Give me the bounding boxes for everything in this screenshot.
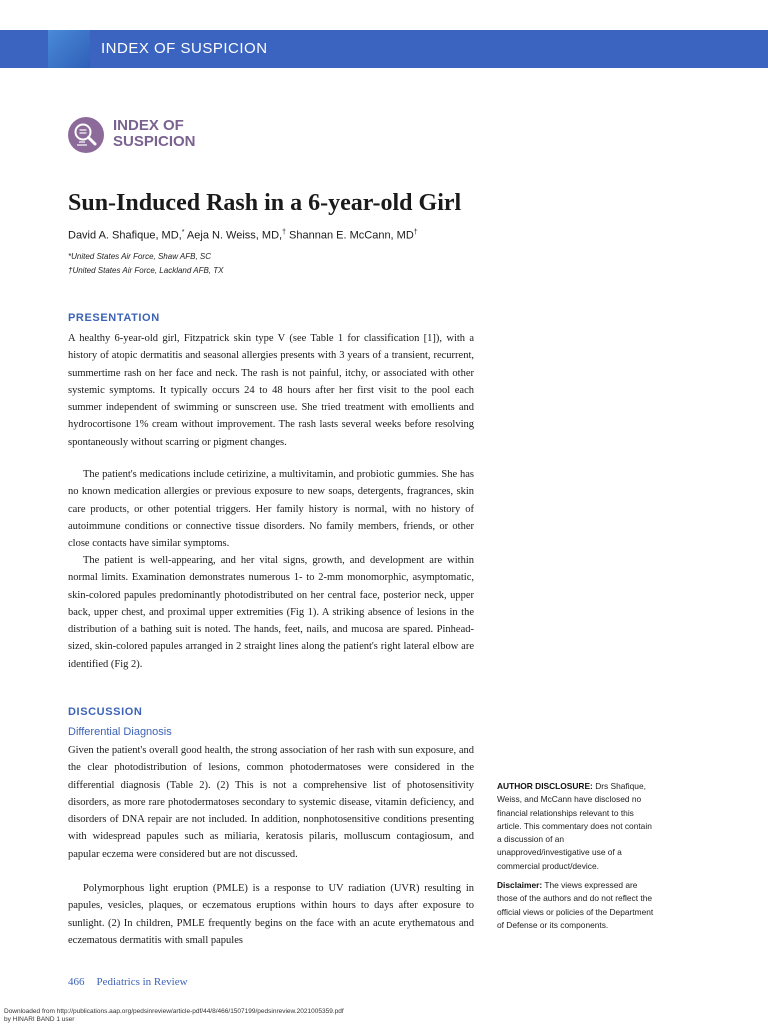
body-paragraph: A healthy 6-year-old girl, Fitzpatrick skin type V (see Table 1 for classification [1]), with a history of atopic dermatitis and seasonal allergies presents with 3 years of a transient, recurrent, summertime rash on her face and neck. The rash is not painful, itchy, or associated with other systemic symptoms. It typically occurs 24 to 48 hours after her first visit to the pool each summer independent of swimming or sunscreen use. She tried treatment with emollients and hydrocortisone 1% cream without improvement. The rash lasts several weeks before resolving spontaneously without scarring or pigment changes. bbox=[68, 333, 474, 448]
magnifier-icon bbox=[68, 117, 104, 153]
disclosure-text: Drs Shafique, Weiss, and McCann have disclosed no financial relationships relevant to this article. This commentary does not contain a discussion of an unapproved/investigative use of a commercial product/device. bbox=[497, 781, 652, 871]
page-footer bbox=[68, 976, 188, 988]
body-paragraph: The patient is well-appearing, and her vital signs, growth, and development are within normal limits. Examination demonstrates numerous 1- to 2-mm monomorphic, asymptomatic, skin-colored papules predominantly photodistributed on her central face, posterior neck, upper back, upper chest, and proximal upper extremities (Fig 1). A striking absence of lesions in the distribution of a bathing suit is noted. The hands, feet, nails, and mucosa are spared. Pinhead-sized, skin-colored papules arranged in 2 straight lines along the patient's right lateral elbow are identified (Fig 2). bbox=[68, 555, 474, 670]
disclosure-label: AUTHOR DISCLOSURE: bbox=[497, 781, 593, 791]
discussion-heading: DISCUSSION bbox=[68, 706, 143, 718]
logo-line-2: SUSPICION bbox=[113, 133, 196, 150]
disclaimer-label: Disclaimer: bbox=[497, 880, 543, 890]
disclaimer-note bbox=[497, 879, 657, 932]
differential-diagnosis-subheading: Differential Diagnosis bbox=[68, 726, 172, 738]
download-notice: Downloaded from http://publications.aap.org/pedsinreview/article-pdf/44/8/466/1507199/pedsinreview.2021005359.pdf bbox=[4, 1008, 344, 1015]
presentation-heading: PRESENTATION bbox=[68, 312, 160, 324]
section-banner bbox=[0, 30, 768, 68]
author-disclosure-note bbox=[497, 780, 657, 873]
journal-name: Pediatrics in Review bbox=[96, 976, 188, 988]
author-name: David A. Shafique, MD, bbox=[68, 229, 182, 242]
article-title: Sun-Induced Rash in a 6-year-old Girl bbox=[68, 190, 462, 216]
author-name: Aeja N. Weiss, MD, bbox=[186, 229, 283, 242]
logo-line-1: INDEX OF bbox=[113, 117, 184, 134]
author-list bbox=[68, 229, 418, 242]
author-mark: † bbox=[413, 229, 418, 236]
affiliation: †United States Air Force, Lackland AFB, TX bbox=[68, 266, 224, 275]
body-paragraph: The patient's medications include cetirizine, a multivitamin, and probiotic gummies. She has no known medication allergies or previous exposure to new soaps, detergents, fragrances, skin care products, or other potential triggers. Her family history is normal, with no history of autoimmune conditions or connective tissue disorders. No family members, friends, or other close contacts have similar symptoms. bbox=[68, 469, 474, 550]
index-of-suspicion-logo bbox=[113, 118, 196, 150]
body-paragraph: Polymorphous light eruption (PMLE) is a response to UV radiation (UVR) resulting in papules, vesicles, plaques, or eczematous eruptions within hours to days after exposure to sunlight. (2) In children, PMLE frequently begins on the face with an acute erythematous and eczematous dermatitis with small papules bbox=[68, 883, 474, 946]
body-paragraph: Given the patient's overall good health, the strong association of her rash with sun exposure, and the clear photodistribution of lesions, common photodermatoses were considered in the differential diagnosis (Table 2). (2) This is not a comprehensive list of photosensitivity disorders, as more rare photodermatoses secondary to systemic disease, vitamin deficiency, and disorders of DNA repair are not included. In addition, nonphotosensitive conditions presenting with widespread papules such as miliaria, keratosis pilaris, molluscum contagiosum, and papular eczema were considered but are not discussed. bbox=[68, 745, 474, 860]
author-mark: † bbox=[282, 229, 286, 236]
affiliation: *United States Air Force, Shaw AFB, SC bbox=[68, 252, 212, 261]
author-name: Shannan E. McCann, MD bbox=[289, 229, 414, 242]
banner-label: INDEX OF SUSPICION bbox=[101, 40, 268, 57]
author-mark: * bbox=[181, 229, 185, 236]
download-user: by HINARI BAND 1 user bbox=[4, 1016, 75, 1023]
banner-tab-decoration bbox=[48, 30, 90, 68]
disclaimer-text: The views expressed are those of the authors and do not reflect the official views or policies of the Department of Defense or its components. bbox=[497, 880, 654, 930]
page-number: 466 bbox=[68, 976, 85, 988]
